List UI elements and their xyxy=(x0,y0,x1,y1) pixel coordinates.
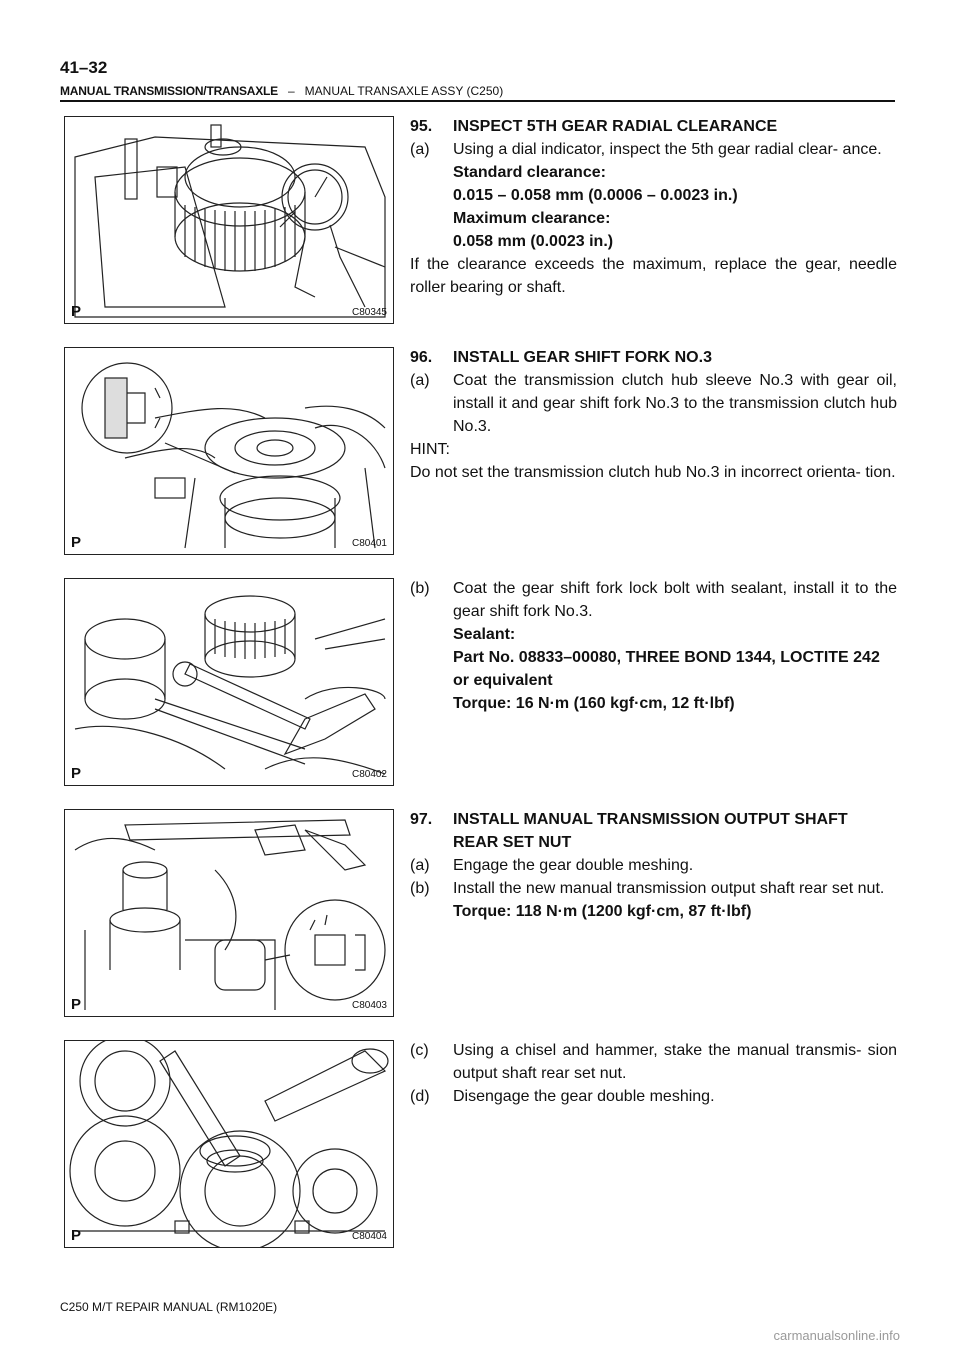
page-number: 41–32 xyxy=(60,58,108,77)
figure-marker: P xyxy=(71,534,82,551)
figure-marker: P xyxy=(71,996,82,1013)
illustration-dial-indicator xyxy=(65,117,393,323)
sealant-title: Sealant: xyxy=(453,626,516,643)
substep-a xyxy=(410,138,897,161)
figure-code: C80401 xyxy=(351,538,387,549)
step-number: 95. xyxy=(410,118,433,135)
header-separator: – xyxy=(287,84,295,98)
figure-hub-sleeve xyxy=(64,347,394,555)
substep-text: Coat the transmission clutch hub sleeve No.3 with gear oil, install it and gear shift fork No.3 to the transmission clutch hub No.3. xyxy=(453,372,897,435)
figure-code: C80345 xyxy=(351,307,387,318)
watermark: carmanualsonline.info xyxy=(773,1328,900,1343)
figure-output-shaft-nut xyxy=(64,809,394,1017)
spec-value: 0.015 – 0.058 mm (0.0006 – 0.0023 in.) xyxy=(453,187,738,204)
step-title: INSTALL MANUAL TRANSMISSION OUTPUT SHAFT REAR SET NUT xyxy=(453,811,848,851)
substep-text: Using a chisel and hammer, stake the manual transmis- sion output shaft rear set nut. xyxy=(453,1042,897,1082)
step-97-cd xyxy=(410,1039,897,1108)
illustration-output-shaft-nut xyxy=(65,810,393,1016)
figure-chisel-hammer xyxy=(64,1040,394,1248)
spec-title: Standard clearance: xyxy=(453,164,606,181)
substep-label: (d) xyxy=(410,1088,430,1105)
substep-a xyxy=(410,854,897,877)
substep-b xyxy=(410,577,897,623)
step-title: INSPECT 5TH GEAR RADIAL CLEARANCE xyxy=(453,118,778,135)
section-title: MANUAL TRANSMISSION/TRANSAXLE xyxy=(60,84,278,98)
hint-label: HINT: xyxy=(410,441,450,458)
step-heading xyxy=(410,115,897,138)
substep-label: (a) xyxy=(410,857,430,874)
substep-d xyxy=(410,1085,897,1108)
substep-c xyxy=(410,1039,897,1085)
substep-text: Install the new manual transmission output shaft rear set nut. xyxy=(453,880,885,897)
figure-dial-indicator xyxy=(64,116,394,324)
substep-text: Coat the gear shift fork lock bolt with sealant, install it to the gear shift fork No.3. xyxy=(453,580,897,620)
figure-torque-wrench xyxy=(64,578,394,786)
substep-text: Engage the gear double meshing. xyxy=(453,857,694,874)
spec-value: 0.058 mm (0.0023 in.) xyxy=(453,233,614,250)
step-96-b xyxy=(410,577,897,715)
sealant-value: Part No. 08833–00080, THREE BOND 1344, LOCTITE 242 or equivalent xyxy=(453,649,880,689)
step-title: INSTALL GEAR SHIFT FORK NO.3 xyxy=(453,349,712,366)
figure-marker: P xyxy=(71,303,82,320)
substep-label: (c) xyxy=(410,1042,429,1059)
substep-label: (b) xyxy=(410,880,430,897)
step-heading xyxy=(410,808,897,854)
step-97 xyxy=(410,808,897,923)
figure-code: C80403 xyxy=(351,1000,387,1011)
substep-label: (a) xyxy=(410,141,430,158)
substep-label: (b) xyxy=(410,580,430,597)
hint-text: Do not set the transmission clutch hub No.3 in incorrect orienta- tion. xyxy=(410,464,896,481)
spec-title: Maximum clearance: xyxy=(453,210,611,227)
figure-marker: P xyxy=(71,1227,82,1244)
illustration-hub-sleeve xyxy=(65,348,393,554)
illustration-chisel-hammer xyxy=(65,1041,393,1247)
step-96 xyxy=(410,346,897,484)
substep-text: Disengage the gear double meshing. xyxy=(453,1088,715,1105)
illustration-torque-wrench xyxy=(65,579,393,785)
substep-a xyxy=(410,369,897,438)
step-95 xyxy=(410,115,897,299)
note-text: If the clearance exceeds the maximum, replace the gear, needle roller bearing or shaft. xyxy=(410,256,897,296)
torque-spec: Torque: 118 N·m (1200 kgf·cm, 87 ft·lbf) xyxy=(453,903,752,920)
figure-marker: P xyxy=(71,765,82,782)
page-header xyxy=(60,84,895,102)
figure-code: C80402 xyxy=(351,769,387,780)
subsection-title: MANUAL TRANSAXLE ASSY (C250) xyxy=(304,84,504,98)
substep-text: Using a dial indicator, inspect the 5th gear radial clear- ance. xyxy=(453,141,882,158)
substep-b xyxy=(410,877,897,900)
step-number: 97. xyxy=(410,811,433,828)
figure-code: C80404 xyxy=(351,1231,387,1242)
step-number: 96. xyxy=(410,349,433,366)
substep-label: (a) xyxy=(410,372,430,389)
page-footer: C250 M/T REPAIR MANUAL (RM1020E) xyxy=(60,1300,278,1314)
step-heading xyxy=(410,346,897,369)
torque-spec: Torque: 16 N·m (160 kgf·cm, 12 ft·lbf) xyxy=(453,695,735,712)
